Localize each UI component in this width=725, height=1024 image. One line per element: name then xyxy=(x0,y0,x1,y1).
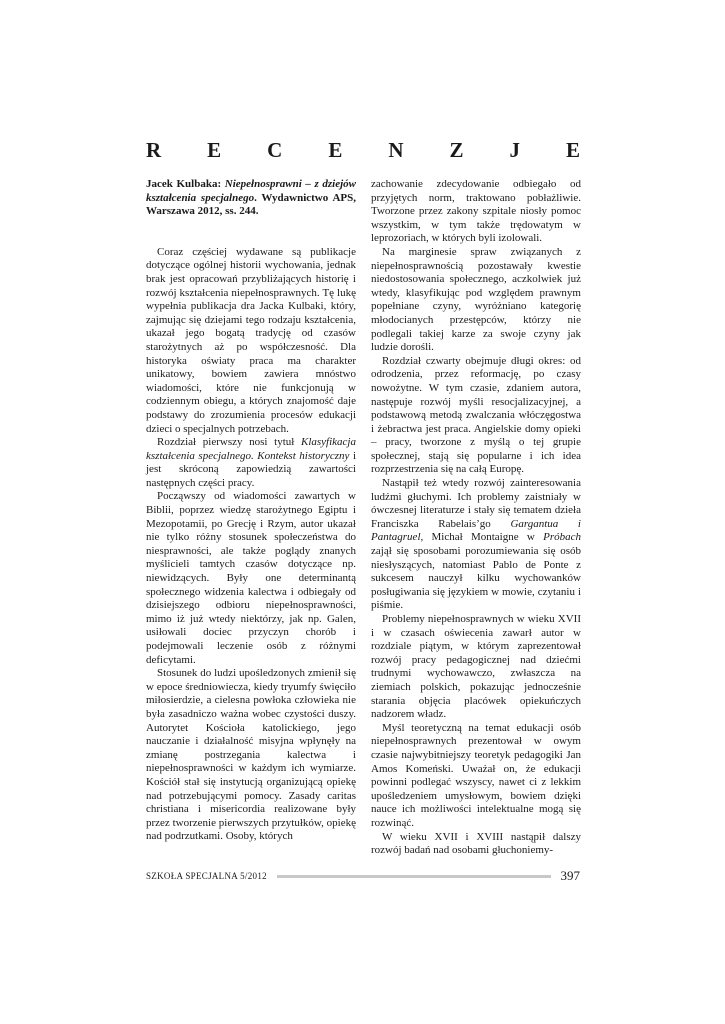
section-title-letter: N xyxy=(388,138,404,162)
paragraph: W wieku XVII i XVIII nastąpił dalszy rozwój badań nad osobami głuchoniemy- xyxy=(371,830,581,857)
section-title-letter: E xyxy=(328,138,343,162)
section-title-letter: C xyxy=(267,138,283,162)
book-publisher: . Wydawnictwo APS, Warszawa 2012, ss. 244. xyxy=(146,191,356,218)
paragraph: Coraz częściej wydawane są publikacje dotyczące ogólnej historii wychowania, jednak brak jest opracowań przybliżających historię i rozwój kształcenia niepełnosprawnych. Tę lukę wypełnia publikacja dra Jacka Kulbaki, który, zajmując się dziejami tego rodzaju kształcenia, ukazał jego bogatą tradycję od czasów starożytnych aż po współczesność. Dla historyka oświaty praca ma charakter unikatowy, bowiem zawiera mnóstwo wiadomości, które nie funkcjonują w codziennym obiegu, a których znajomość daje podstawy do zrozumienia procesów edukacji dzieci o specjalnych potrzebach. xyxy=(146,245,356,435)
journal-name: SZKOŁA SPECJALNA 5/2012 xyxy=(146,871,267,881)
page-footer xyxy=(146,868,580,884)
paragraph-text: i jest skróconą zapowiedzią zawartości następnych części pracy. xyxy=(146,449,357,489)
paragraph-text: Michał Montaigne w xyxy=(423,531,544,544)
book-author: Jacek Kulbaka: xyxy=(146,178,225,190)
paragraph-text: zajął się sposobami porozumiewania się osób niesłyszących, natomiast Pablo de Ponte z sukcesem nauczył kilku wychowanków posługiwania się językiem w mowie, czytaniu i piśmie. xyxy=(371,545,581,612)
section-title-letter: E xyxy=(207,138,222,162)
left-column xyxy=(146,178,356,844)
right-column xyxy=(371,178,581,858)
paragraph-text: Rozdział pierwszy nosi tytuł xyxy=(157,436,301,449)
paragraph: Rozdział czwarty obejmuje długi okres: od odrodzenia, przez reformację, po czasy nowożytne. W tym czasie, zdaniem autora, następuje rozwój myśli resocjalizacyjnej, a podstawową metodą zwalczania włóczęgostwa i żebractwa jest praca. Angielskie domy opieki – pracy, tworzone z myślą o tej grupie społecznej, stają się popularne i ich idea rozprzestrzenia się na całą Europę. xyxy=(371,354,581,476)
work-title: Próbach xyxy=(543,531,581,544)
paragraph: Na marginesie spraw związanych z niepełnosprawnością pozostawały kwestie niedostosowania społecznego, aczkolwiek już wtedy, klasyfikując pod względem prawnym popełniane czyny, wyróżniano kategorię młodocianych przestępców, którzy nie podlegali takiej karze za swoje czyny jak ludzie dorośli. xyxy=(371,245,581,354)
footer-rule xyxy=(277,875,551,878)
paragraph: Począwszy od wiadomości zawartych w Biblii, poprzez wiedzę starożytnego Egiptu i Mezopotamii, po Grecję i Rzym, autor ukazał nie tylko różny stosunek społeczeństwa do niesprawności, ale także poglądy znanych myślicieli tamtych czasów dotyczące np. niewidzących. Były one determinantą społecznego widzenia kalectwa i odbiegały od dzisiejszego odbioru niepełnosprawności, mimo iż już wtedy niektórzy, jak np. Galen, usiłowali dociec przyczyn chorób i podejmowali leczenie osób z różnymi deficytami. xyxy=(146,490,356,666)
work-title: Gargantua i Pantagruel, xyxy=(371,517,581,544)
paragraph: Problemy niepełnosprawnych w wieku XVII i w czasach oświecenia zawarł autor w rozdziale piątym, w którym zaprezentował rozwój pracy pedagogicznej nad dziećmi trudnymi wychowawczo, zwłaszcza na ziemiach polskich, pokazując jednocześnie starania objęcia placówek opiekuńczych nadzorem władz. xyxy=(371,613,581,721)
paragraph: Myśl teoretyczną na temat edukacji osób niepełnosprawnych prezentował w owym czasie najwybitniejszy teoretyk pedagogiki Jan Amos Komeński. Uważał on, że edukacji powinni podlegać wszyscy, nawet ci z lekkim upośledzeniem umysłowym, bowiem dzięki nauce ich możliwości intelektualne mogą się rozwinąć. xyxy=(371,721,581,829)
paragraph xyxy=(146,436,356,490)
section-title-letter: J xyxy=(509,138,520,162)
page-number: 397 xyxy=(560,868,580,883)
chapter-title: Klasyfikacja kształcenia specjalnego. Kontekst historyczny xyxy=(146,436,356,462)
paragraph: Stosunek do ludzi upośledzonych zmienił się w epoce średniowiecza, kiedy tryumfy święciło miłosierdzie, a cielesna powłoka człowieka nie była zasadniczo ważna wobec czystości duszy. Autorytet Kościoła katolickiego, jego nauczanie i działalność misyjna wpłynęły na zmianę postrzegania kalectwa i niepełnosprawności w każdym ich wymiarze. Kościół stał się instytucją organizującą opiekę nad potrzebującymi pomocy. Zasady caritas christiana i misericordia realizowane były przez tworzenie pierwszych przytułków, opiekę nad podrzutkami. Osoby, których xyxy=(146,667,356,843)
paragraph xyxy=(371,477,581,613)
section-title-letter: Z xyxy=(449,138,464,162)
section-title xyxy=(146,138,580,163)
book-title: Niepełnosprawni – z dziejów kształcenia specjalnego xyxy=(146,178,357,204)
section-title-letter: R xyxy=(146,138,162,162)
paragraph-text: Nastąpił też wtedy rozwój zainteresowania ludźmi głuchymi. Ich problemy zaistniały w ówczesnej literaturze i stały się tematem dzieła Franciszka Rabelais’go xyxy=(371,477,581,530)
paragraph: zachowanie zdecydowanie odbiegało od przyjętych norm, traktowano pobłażliwie. Tworzone przez zakony szpitale niosły pomoc wszystkim, w tym także trędowatym w leprozoriach, w których byli izolowali. xyxy=(371,178,581,245)
book-reference xyxy=(146,178,356,219)
section-title-letter: E xyxy=(565,138,580,162)
